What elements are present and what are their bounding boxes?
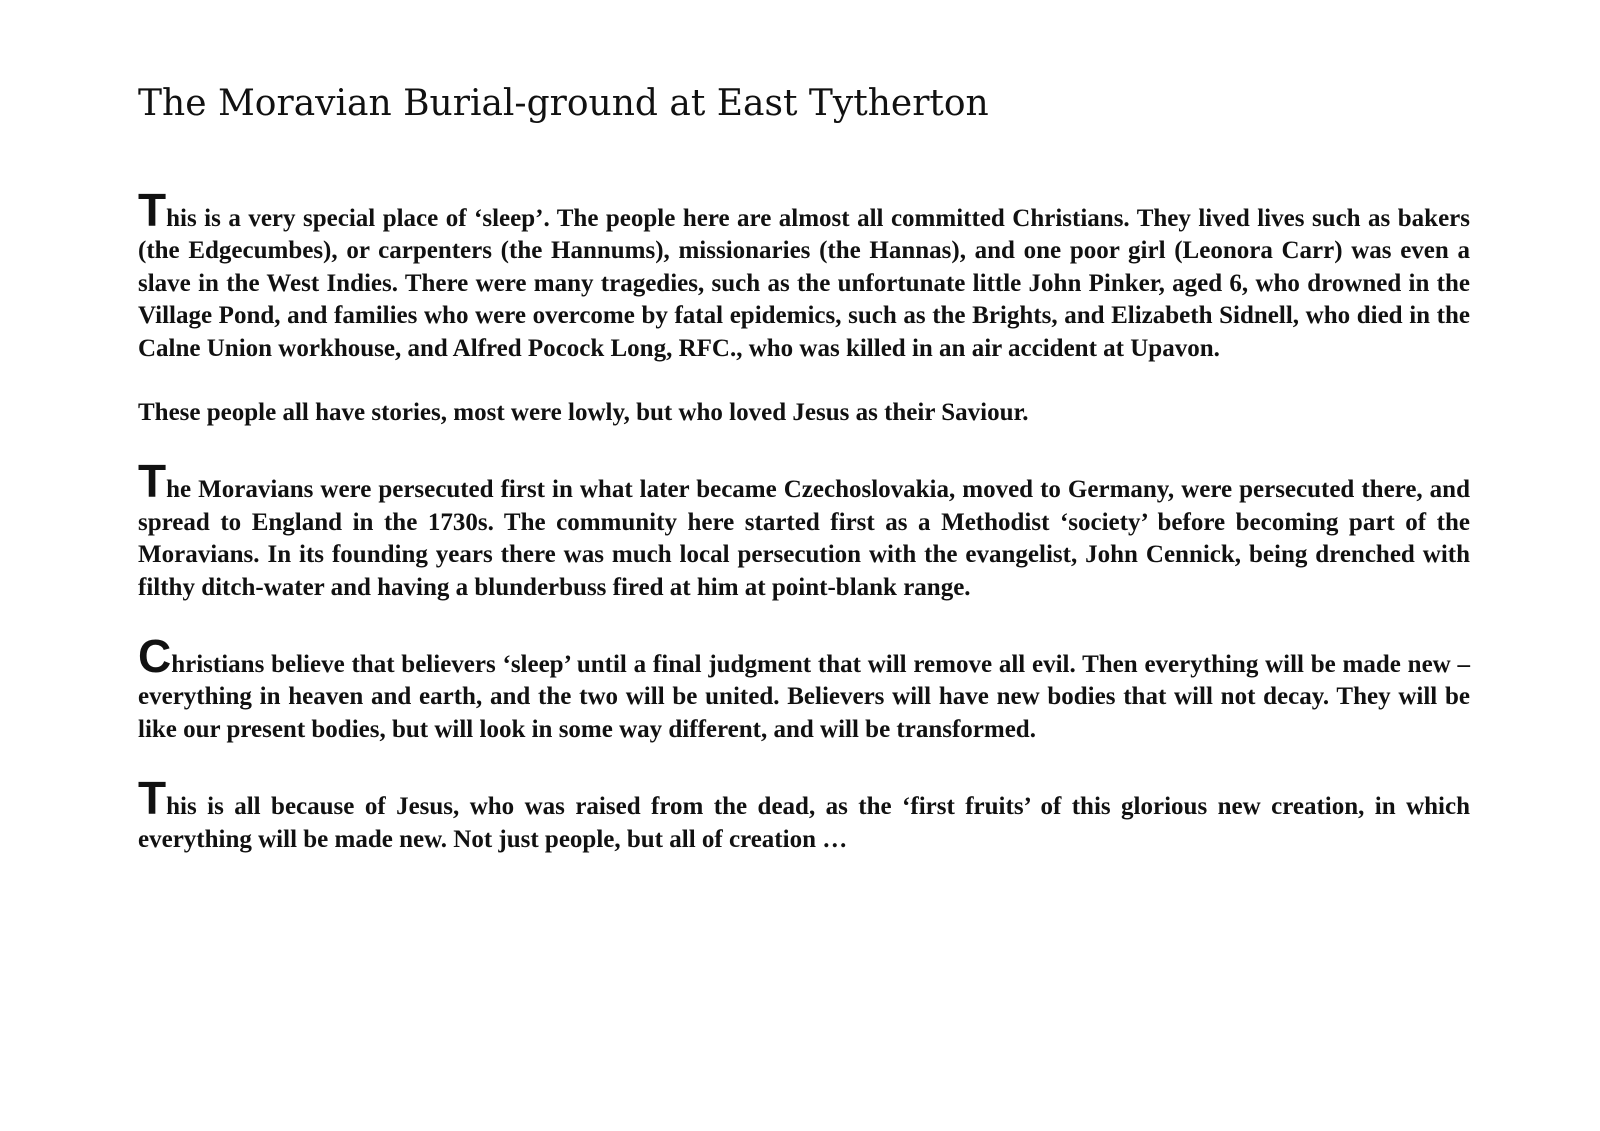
drop-cap: T xyxy=(138,455,167,508)
spacer xyxy=(138,429,1470,465)
drop-cap: T xyxy=(138,772,167,825)
paragraph-text: his is all because of Jesus, who was raised from the dead, as the ‘first fruits’ of this glorious new creation, in which everything will be made new. Not just people, but all of creation … xyxy=(138,793,1470,853)
paragraph-text: he Moravians were persecuted first in what later became Czechoslovakia, moved to Germany, were persecuted there, and spread to England in the 1730s. The community here started first as a Methodist ‘society’ before becoming part of the Moravians. In its founding years there was much local persecution with the evangelist, John Cennick, being drenched with filthy ditch-water and having a blunderbuss fired at him at point-blank range. xyxy=(138,476,1470,601)
drop-cap: T xyxy=(138,184,167,236)
paragraph-text: These people all have stories, most were lowly, but who loved Jesus as their Saviour. xyxy=(138,399,1029,427)
paragraph-jesus xyxy=(138,772,1470,856)
paragraph-text: his is a very special place of ‘sleep’. The people here are almost all committed Christians. They lived lives such as bakers (the Edgecumbes), or carpenters (the Hannums), missionaries (the Hannas), and one poor girl (Leonora Carr) was even a slave in the West Indies. There were many tragedies, such as the unfortunate little John Pinker, aged 6, who drowned in the Village Pond, and families who were overcome by fatal epidemics, such as the Brights, and Elizabeth Sidnell, who died in the Calne Union workhouse, and Alfred Pocock Long, RFC., who was killed in an air accident at Upavon. xyxy=(138,205,1470,362)
page-title: The Moravian Burial-ground at East Tytherton xyxy=(138,83,989,124)
spacer xyxy=(138,746,1470,782)
paragraph-intro xyxy=(138,184,1470,365)
drop-cap: C xyxy=(138,630,172,683)
spacer xyxy=(138,365,1470,397)
paragraph-text: hristians believe that believers ‘sleep’ until a final judgment that will remove all evil. Then everything will be made new – everything in heaven and earth, and the two will be united. Believers will have new bodies that will not decay. They will be like our present bodies, but will look in some way different, and will be transformed. xyxy=(138,651,1470,743)
paragraph-stories xyxy=(138,397,1470,429)
paragraph-history xyxy=(138,455,1470,604)
spacer xyxy=(138,604,1470,640)
document-page xyxy=(138,78,1470,856)
paragraph-belief xyxy=(138,630,1470,746)
